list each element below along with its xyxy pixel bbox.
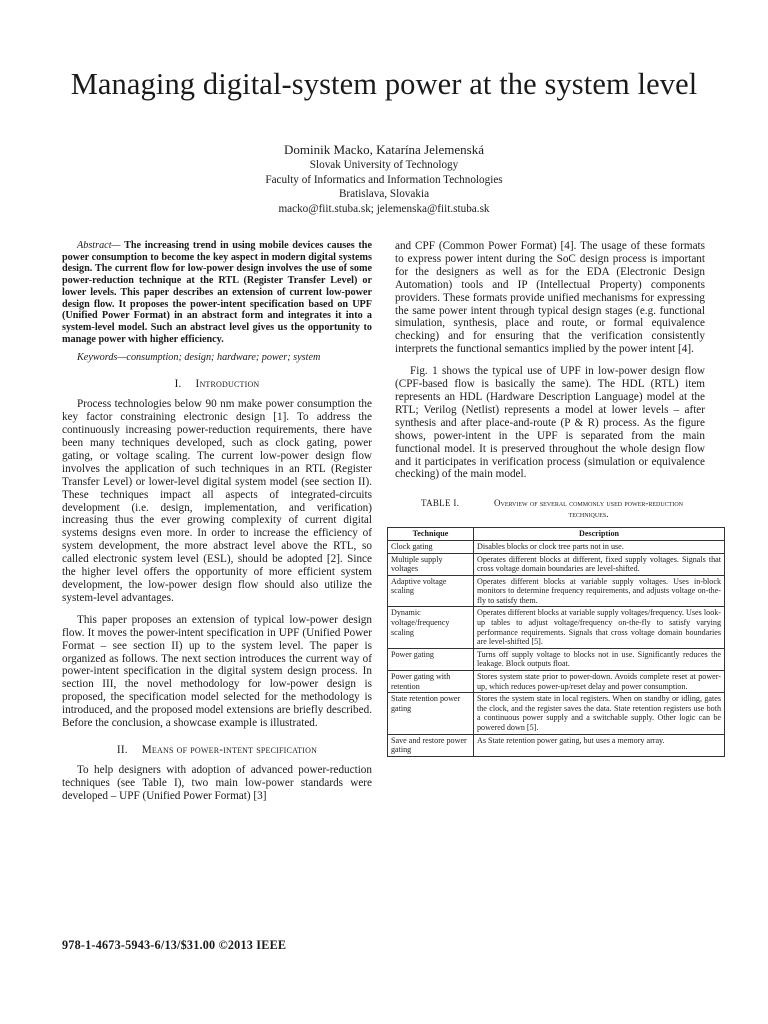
faculty-name: Faculty of Informatics and Information Technologies bbox=[265, 173, 503, 186]
table-row bbox=[388, 671, 725, 693]
table-title: Overview of several commonly used power-reduction techniques. bbox=[494, 498, 683, 519]
abstract-text: The increasing trend in using mobile devices causes the power consumption to become the key aspect in modern digital systems design. The current flow for low-power design involves the use of some power-reduction technique at the RTL (Register Transfer Level) or lower levels. This paper describes an extension of current low-power design flow. It proposes the power-intent specification based on UPF (Unified Power Format) in an abstract form and integrates it into a system-level model. Such an abstract level gives us the opportunity to manage power with higher efficiency. bbox=[62, 240, 372, 345]
technique-cell: Clock gating bbox=[388, 540, 474, 553]
intro-paragraph-2: This paper proposes an extension of typical low-power design flow. It moves the power-intent specification in UPF (Unified Power Format – see section II) up to the system level. The paper is organized as follows. The next section introduces the current way of power-intent specification in the digital system design process. In section III, the novel methodology for low-power design is proposed, the specification model selected for the methodology is introduced, and the proposed model extensions are briefly described. Before the conclusion, a showcase example is illustrated. bbox=[62, 613, 372, 730]
table-caption bbox=[395, 498, 705, 519]
right-column bbox=[391, 240, 721, 757]
figure-description-paragraph: Fig. 1 shows the typical use of UPF in low-power design flow (CPF-based flow is basically the same). The HDL (RTL) item represents an HDL (Hardware Description Language) model at the RTL; Verilog (Netlist) represents a model at lower levels – after synthesis and after place-and-route (P & R) process. As the figure shows, power-intent in the UPF is separated from the main functional model. It is preserved throughout the whole design flow and it participates in verification process (simulation or equivalence checking) of the main model. bbox=[395, 365, 705, 481]
description-cell: Stores the system state in local registers. When on standby or idling, gates the clock, and the register saves the data. State retention registers use both a continuous power supply and a switchable supply. Other logic can be powered down [5]. bbox=[474, 693, 725, 734]
author-names: Dominik Macko, Katarína Jelemenská bbox=[284, 142, 484, 157]
technique-cell: Power gating with retention bbox=[388, 671, 474, 693]
section-title: Means of power-intent specification bbox=[141, 743, 318, 756]
university-name: Slovak University of Technology bbox=[309, 159, 459, 171]
abstract-lead: Abstract— bbox=[77, 240, 121, 251]
section-title: Introduction bbox=[195, 378, 260, 391]
copyright-footer: 978-1-4673-5943-6/13/$31.00 ©2013 IEEE bbox=[62, 938, 287, 952]
description-cell: Disables blocks or clock tree parts not in use. bbox=[474, 540, 725, 553]
left-column bbox=[62, 240, 372, 803]
table-row bbox=[388, 575, 725, 607]
section-number: I. bbox=[174, 378, 182, 391]
table-row bbox=[388, 648, 725, 670]
table-row bbox=[388, 553, 725, 575]
description-cell: Operates different blocks at variable supply voltages. Uses in-block monitors to determine frequency requirements, and adjusts voltage on-the-fly to satisfy them. bbox=[474, 575, 725, 607]
city-country: Bratislava, Slovakia bbox=[338, 188, 430, 201]
table-row bbox=[388, 607, 725, 648]
techniques-table bbox=[387, 527, 725, 756]
intro-paragraph-1: Process technologies below 90 nm make power consumption the key factor constraining electronic design [1]. To address the continuously increasing power-reduction requirements, there have been many techniques developed, such as clock gating, power gating, or voltage scaling. The current low-power design flow involves the application of such techniques in an RTL (Register Transfer Level) or lower-level digital system model (see section II). These techniques impact all aspects of integrated-circuits development (i.e. design, implementation, and verification) increasing thus the ever growing complexity of current digital systems designs even more. In order to increase the efficiency of system development, the more abstract level above the RTL, so called electronic system level (ESL), should be adopted [2]. Since the higher level offers the opportunity of more efficient system development, the low-power design flow should also utilize the system-level advantages. bbox=[62, 398, 372, 604]
technique-cell: Adaptive voltage scaling bbox=[388, 575, 474, 607]
section-number: II. bbox=[116, 743, 128, 756]
section-heading-introduction bbox=[62, 378, 372, 391]
description-cell: Operates different blocks at different, fixed supply voltages. Signals that cross voltage domain boundaries are level-shifted. bbox=[474, 553, 725, 575]
keywords: Keywords—consumption; design; hardware; power; system bbox=[77, 352, 321, 364]
paper-title: Managing digital-system power at the system level bbox=[70, 67, 698, 101]
table-row bbox=[388, 540, 725, 553]
description-cell: Operates different blocks at variable supply voltages/frequency. Uses look-up tables to adjust voltage/frequency on-the-fly to satisfy varying performance requirements. Signals that cross voltage domain boundaries are level-shifted [5]. bbox=[474, 607, 725, 648]
technique-cell: Multiple supply voltages bbox=[388, 553, 474, 575]
description-cell: As State retention power gating, but uses a memory array. bbox=[474, 734, 725, 756]
description-cell: Stores system state prior to power-down. Avoids complete reset at power-up, which reduces power-up/reset delay and power consumption. bbox=[474, 671, 725, 693]
technique-cell: Save and restore power gating bbox=[388, 734, 474, 756]
description-cell: Turns off supply voltage to blocks not in use. Significantly reduces the leakage. Block outputs float. bbox=[474, 648, 725, 670]
author-emails: macko@fiit.stuba.sk; jelemenska@fiit.stuba.sk bbox=[278, 202, 490, 215]
technique-cell: State retention power gating bbox=[388, 693, 474, 734]
section2-paragraph-1: To help designers with adoption of advanced power-reduction techniques (see Table I), two main low-power standards were developed – UPF (Unified Power Format) [3] bbox=[62, 763, 372, 802]
table-number: TABLE I. bbox=[421, 498, 460, 509]
affiliation-block bbox=[0, 158, 768, 216]
continued-paragraph: and CPF (Common Power Format) [4]. The usage of these formats to express power intent during the SoC design process is important for the designers as well as for the EDA (Electronic Design Automation) tools and IP (Intellectual Property) components providers. These formats provide unified mechanisms for expressing the same power intent through typical design stages (e.g. functional simulation, synthesis, place and route, or formal equivalence checking) and for ensuring that the verification consistently interprets the functional semantics implied by the power intent [4]. bbox=[395, 240, 705, 356]
abstract bbox=[62, 240, 372, 345]
technique-cell: Dynamic voltage/frequency scaling bbox=[388, 607, 474, 648]
table-header-description: Description bbox=[474, 528, 725, 541]
table-header-row bbox=[388, 528, 725, 541]
table-row bbox=[388, 693, 725, 734]
table-row bbox=[388, 734, 725, 756]
technique-cell: Power gating bbox=[388, 648, 474, 670]
section-heading-power-intent bbox=[62, 744, 372, 757]
table-header-technique: Technique bbox=[388, 528, 474, 541]
